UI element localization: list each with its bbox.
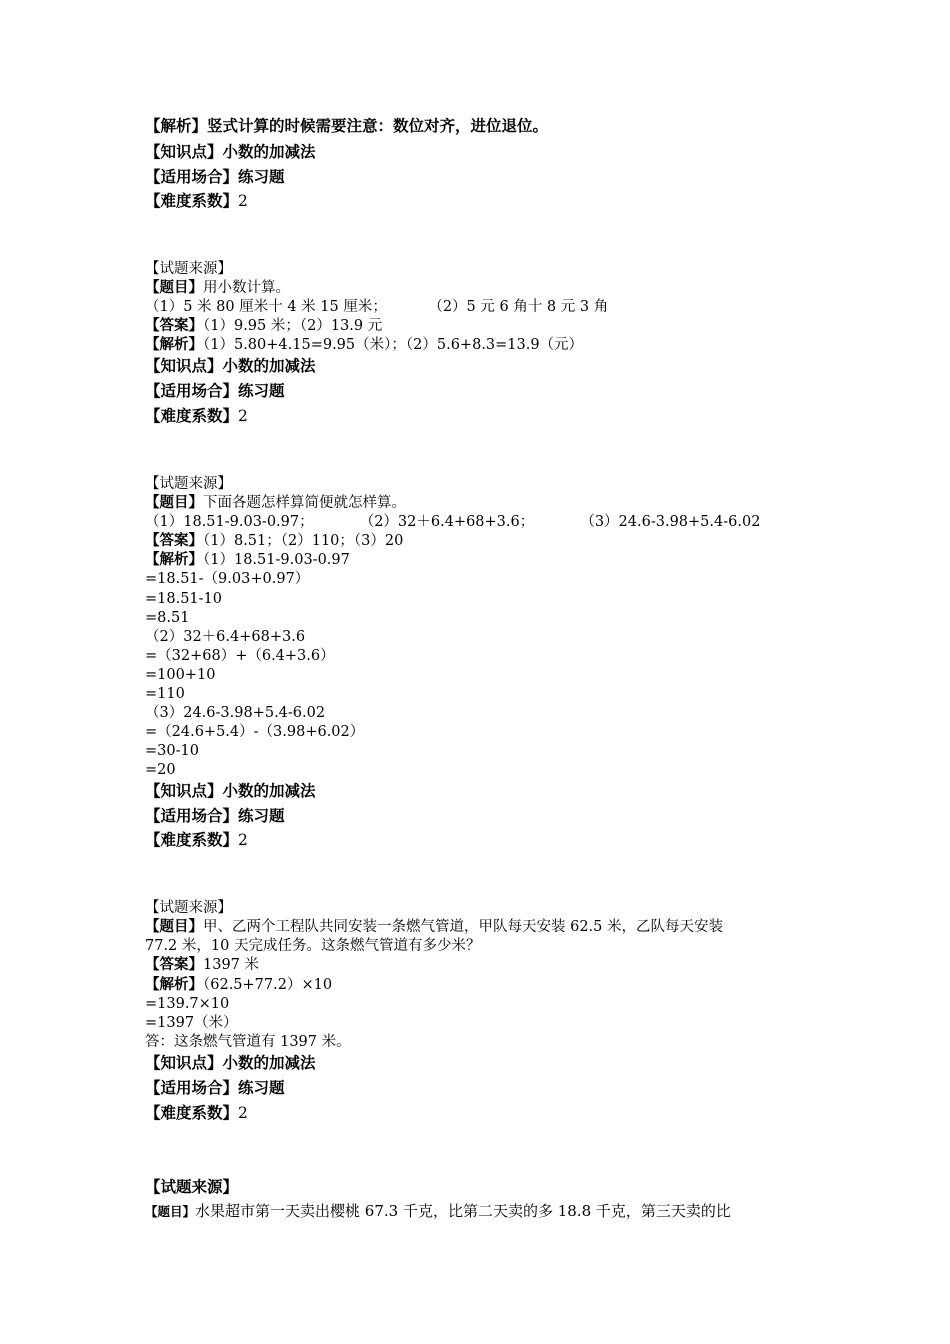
question-line: 【题目】甲、乙两个工程队共同安装一条燃气管道，甲队每天安装 62.5 米，乙队每天安装: [145, 919, 724, 935]
step-line: =18.51-（9.03+0.97）: [145, 571, 310, 587]
answer-line: 【答案】1397 米: [145, 957, 260, 973]
source-line: 【试题来源】: [145, 1178, 239, 1196]
question-line-2: （1）18.51-9.03-0.97； （2）32＋6.4+68+3.6； （3）24.6-3.98+5.4-6.02: [145, 514, 761, 530]
step-line: （3）24.6-3.98+5.4-6.02: [145, 705, 326, 721]
analysis-line: 【解析】（1）5.80+4.15=9.95（米）；（2）5.6+8.3=13.9（元）: [145, 337, 584, 353]
difficulty-line: 【难度系数】2: [145, 192, 248, 210]
source-line: 【试题来源】: [145, 261, 232, 277]
occasion-line: 【适用场合】练习题: [145, 382, 285, 400]
step-line: =8.51: [145, 610, 190, 626]
analysis-line: 【解析】（62.5+77.2）×10: [145, 977, 333, 993]
knowledge-line: 【知识点】小数的加减法: [145, 357, 316, 375]
difficulty-line: 【难度系数】2: [145, 407, 248, 425]
step-line: =（32+68）+（6.4+3.6）: [145, 648, 335, 664]
knowledge-line: 【知识点】小数的加减法: [145, 1054, 316, 1072]
difficulty-line: 【难度系数】2: [145, 831, 248, 849]
step-line: =30-10: [145, 743, 199, 759]
question-line: 【题目】水果超市第一天卖出樱桃 67.3 千克，比第二天卖的多 18.8 千克，第三天卖的比: [145, 1202, 731, 1220]
answer-line: 【答案】（1）8.51；（2）110；（3）20: [145, 533, 404, 549]
step-line: =139.7×10: [145, 996, 230, 1012]
occasion-line: 【适用场合】练习题: [145, 168, 285, 186]
analysis-line: 【解析】（1）18.51-9.03-0.97: [145, 552, 350, 568]
step-line: （2）32＋6.4+68+3.6: [145, 629, 306, 645]
conclusion-line: 答：这条燃气管道有 1397 米。: [145, 1034, 351, 1050]
step-line: =（24.6+5.4）-（3.98+6.02）: [145, 724, 365, 740]
question-line-2: （1）5 米 80 厘米十 4 米 15 厘米； （2）5 元 6 角十 8 元 3 角: [145, 299, 609, 315]
source-line: 【试题来源】: [145, 476, 232, 492]
occasion-line: 【适用场合】练习题: [145, 807, 285, 825]
occasion-line: 【适用场合】练习题: [145, 1079, 285, 1097]
step-line: =110: [145, 686, 185, 702]
answer-line: 【答案】（1）9.95 米；（2）13.9 元: [145, 318, 383, 334]
knowledge-line: 【知识点】小数的加减法: [145, 782, 316, 800]
question-line: 【题目】用小数计算。: [145, 280, 290, 296]
difficulty-line: 【难度系数】2: [145, 1104, 248, 1122]
source-line: 【试题来源】: [145, 900, 232, 916]
step-line: =100+10: [145, 667, 216, 683]
step-line: =1397（米）: [145, 1015, 238, 1031]
knowledge-line: 【知识点】小数的加减法: [145, 143, 316, 161]
step-line: =18.51-10: [145, 591, 223, 607]
question-line-2: 77.2 米，10 天完成任务。这条燃气管道有多少米？: [145, 938, 481, 954]
step-line: =20: [145, 762, 176, 778]
analysis-line: 【解析】竖式计算的时候需要注意：数位对齐，进位退位。: [145, 117, 549, 135]
question-line: 【题目】下面各题怎样算简便就怎样算。: [145, 495, 406, 511]
